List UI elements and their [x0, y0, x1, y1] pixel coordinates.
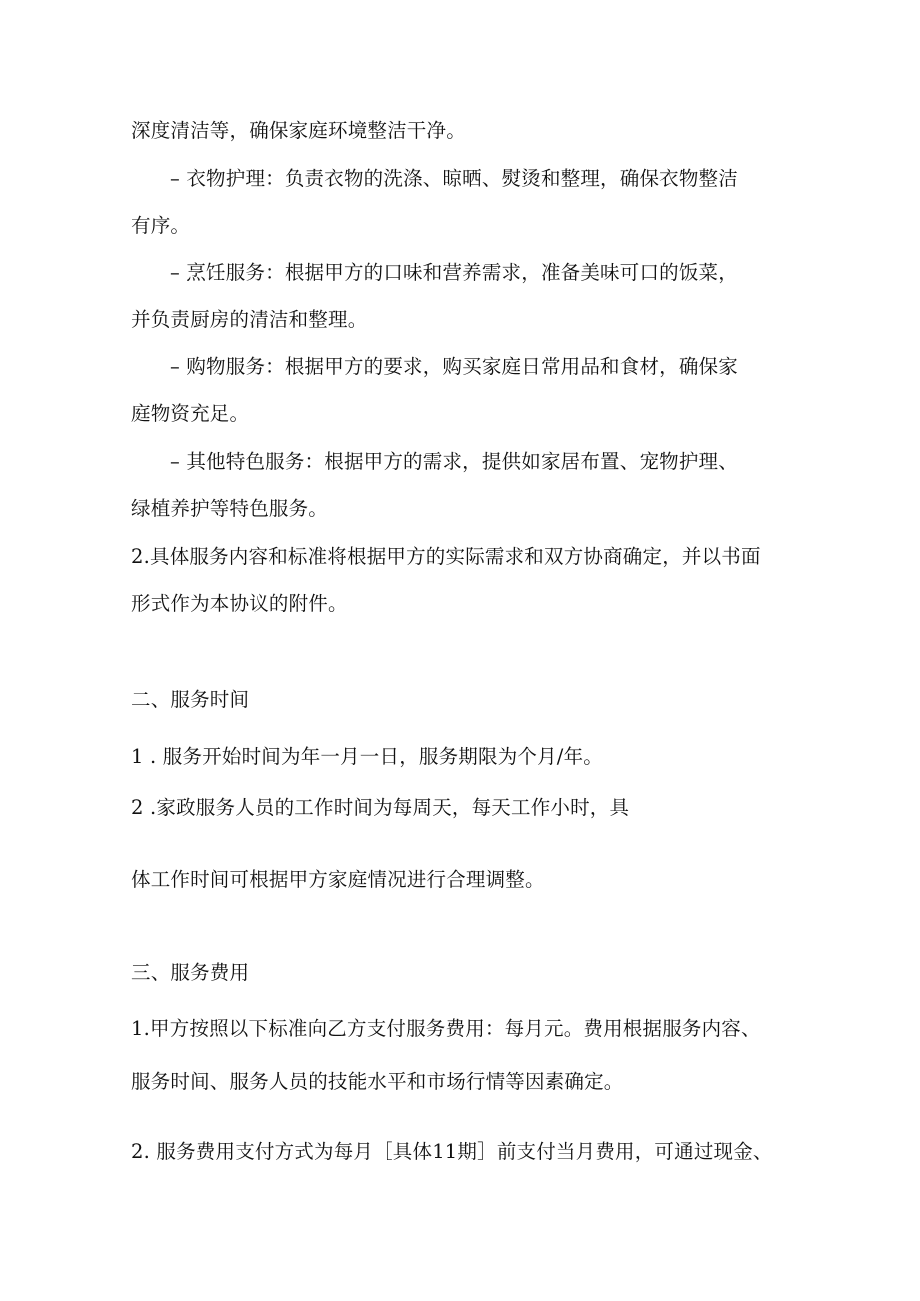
text-line: 2 .家政服务人员的工作时间为每周天，每天工作小时，具 [131, 796, 630, 819]
section-heading: 二、服务时间 [131, 688, 250, 711]
section-heading: 三、服务费用 [131, 961, 250, 984]
text-line: 1.甲方按照以下标准向乙方支付服务费用：每月元。费用根据服务内容、 [131, 1017, 761, 1040]
text-line: – 购物服务：根据甲方的要求，购买家庭日常用品和食材，确保家 [170, 355, 738, 378]
text-line: 1 . 服务开始时间为年一月一日，服务期限为个月/年。 [131, 745, 603, 768]
text-line: 服务时间、服务人员的技能水平和市场行情等因素确定。 [131, 1070, 624, 1093]
text-line: – 其他特色服务：根据甲方的需求，提供如家居布置、宠物护理、 [170, 450, 738, 473]
text-line: 并负责厨房的清洁和整理。 [131, 308, 368, 331]
text-line: 2. 服务费用支付方式为每月［具体11期］前支付当月费用，可通过现金、 [131, 1140, 773, 1163]
text-line: 有序。 [131, 214, 191, 237]
text-line: 深度清洁等，确保家庭环境整洁干净。 [131, 119, 466, 142]
text-line: – 衣物护理：负责衣物的洗涤、晾晒、熨烫和整理，确保衣物整洁 [170, 167, 738, 190]
text-line: 庭物资充足。 [131, 402, 250, 425]
text-line: 体工作时间可根据甲方家庭情况进行合理调整。 [131, 868, 545, 891]
text-line: – 烹饪服务：根据甲方的口味和营养需求，准备美味可口的饭菜， [170, 261, 738, 284]
text-line: 2.具体服务内容和标准将根据甲方的实际需求和双方协商确定，并以书面 [131, 545, 761, 568]
text-line: 绿植养护等特色服务。 [131, 497, 329, 520]
text-line: 形式作为本协议的附件。 [131, 592, 348, 615]
